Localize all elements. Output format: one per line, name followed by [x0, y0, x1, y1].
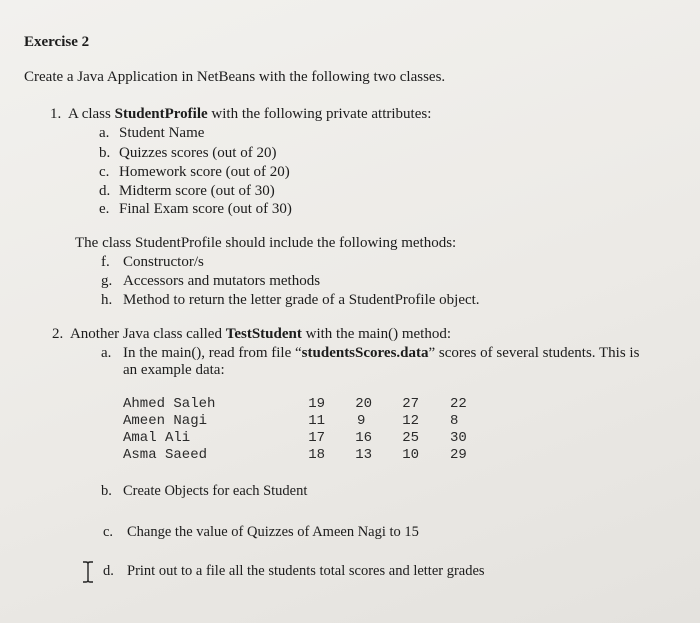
method-g: g. Accessors and mutators methods: [101, 273, 321, 289]
student-name: Asma Saeed: [123, 447, 208, 463]
method-h: h. Method to return the letter grade of a StudentProfile object.: [101, 292, 480, 308]
q2-item-b: b. Create Objects for each Student: [101, 483, 308, 499]
exercise-heading: Exercise 2: [24, 34, 90, 50]
student-name: Ameen Nagi: [123, 413, 208, 429]
score-cell: 29: [450, 447, 467, 463]
method-f: f. Constructor/s: [101, 254, 204, 270]
score-cell: 11: [308, 413, 325, 429]
q1-item-d: d. Midterm score (out of 30): [99, 183, 275, 199]
methods-intro: The class StudentProfile should include the following methods:: [75, 235, 457, 251]
score-cell: 16: [355, 430, 372, 446]
score-cell: 20: [355, 396, 372, 412]
q1-item-a: a. Student Name: [99, 125, 205, 141]
text-cursor-icon: [82, 561, 94, 583]
score-cell: 17: [308, 430, 325, 446]
score-cell: 12: [402, 413, 419, 429]
score-cell: 19: [308, 396, 325, 412]
q1-item-e: e. Final Exam score (out of 30): [99, 201, 292, 217]
student-name: Ahmed Saleh: [123, 396, 216, 412]
student-name: Amal Ali: [123, 430, 191, 446]
score-cell: 27: [402, 396, 419, 412]
q1-item-c: c. Homework score (out of 20): [99, 164, 290, 180]
q2-item-d: d. Print out to a file all the students total scores and letter grades: [103, 563, 485, 579]
q1-heading: 1. A class StudentProfile with the following private attributes:: [50, 106, 432, 122]
score-cell: 22: [450, 396, 467, 412]
q2-item-a: a. In the main(), read from file “studentsScores.data” scores of several students. This is: [101, 345, 640, 361]
q1-item-b: b. Quizzes scores (out of 20): [99, 145, 277, 161]
score-cell: 18: [308, 447, 325, 463]
q2-heading: 2. Another Java class called TestStudent with the main() method:: [52, 326, 451, 342]
score-cell: 10: [402, 447, 419, 463]
q2-item-c: c. Change the value of Quizzes of Ameen Nagi to 15: [103, 524, 419, 540]
score-cell: 13: [355, 447, 372, 463]
q2-item-a-line2: an example data:: [123, 362, 225, 378]
score-cell: 9: [357, 413, 366, 429]
intro-text: Create a Java Application in NetBeans with the following two classes.: [24, 69, 446, 85]
score-cell: 8: [450, 413, 459, 429]
score-cell: 25: [402, 430, 419, 446]
score-cell: 30: [450, 430, 467, 446]
